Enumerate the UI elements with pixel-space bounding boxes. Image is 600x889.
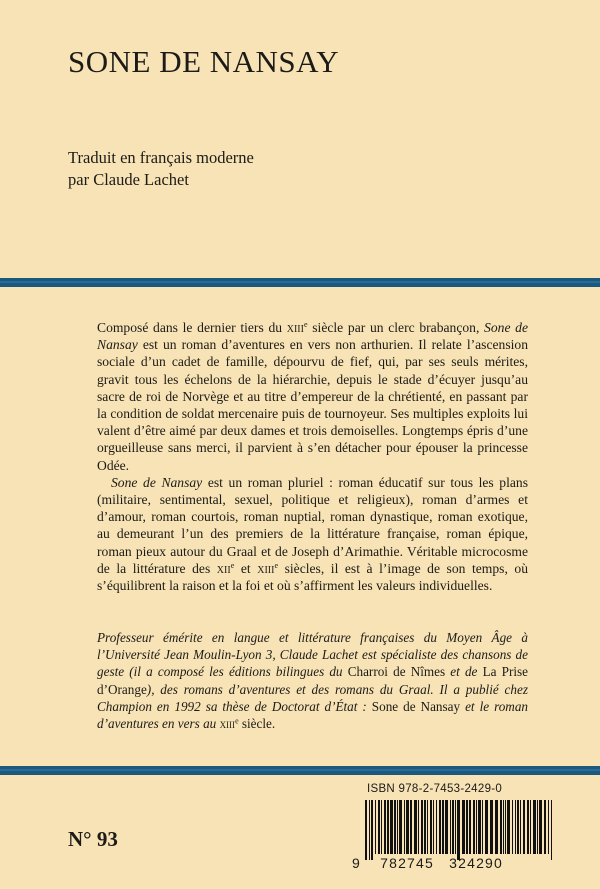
ean-group-2: 324290 (449, 855, 504, 871)
text-run: est un roman pluriel : roman éducatif sur tous les plans (militaire, sentimental, sexuel, politique et religieux), roman d’armes et d’amour, roman courtois, roman nuptial, roman dynastique, roman exotique, au demeurant l’un des premiers de la littérature française, roman épique, roman pieux autour du Graal et de Joseph d’Arimathie. Véritable microcosme de la littérature des (97, 474, 529, 576)
text-run: et (234, 560, 258, 576)
summary-paragraph-2 (97, 474, 528, 594)
barcode-bar (530, 800, 531, 854)
text-run: Professeur émérite en langue et littérature françaises du Moyen Âge à l’Université Jean Moulin-Lyon 3, Claude Lachet est spécialiste des chansons de geste (il a composé les éditions bilingues du (97, 630, 528, 680)
isbn-label: ISBN 978-2-7453-2429-0 (367, 783, 503, 795)
barcode-bar (537, 800, 538, 854)
barcode-bar (473, 800, 475, 854)
barcode-bar (390, 800, 393, 854)
text-run: xiii (257, 560, 275, 576)
barcode-bar (375, 800, 376, 854)
barcode-bar (369, 800, 370, 860)
barcode-bar (384, 800, 386, 854)
barcode-bar (482, 800, 483, 854)
barcode-bar (452, 800, 454, 854)
text-run: Sone de Nansay (97, 320, 528, 353)
text-run: Composé dans le dernier tiers du (97, 320, 287, 335)
barcode-bar (466, 800, 468, 854)
barcode-bar (527, 800, 529, 854)
barcode-bar (378, 800, 380, 854)
barcode-bar (424, 800, 426, 854)
barcode-bar (507, 800, 510, 854)
text-run: xiii (286, 320, 304, 335)
text-run: e (274, 560, 279, 570)
barcode-bar (445, 800, 448, 854)
translator-line-1: Traduit en français moderne (68, 148, 254, 167)
barcode-bar (397, 800, 398, 854)
barcode-bar (495, 800, 498, 854)
text-run: et le roman d’aventures en vers au (97, 698, 529, 732)
series-number: N° 93 (68, 827, 118, 851)
bottom-divider-band (0, 766, 600, 775)
translator-credit (68, 147, 254, 191)
barcode-bar (539, 800, 542, 854)
barcode-bar (406, 800, 409, 854)
text-run: et de (445, 664, 483, 680)
barcode-bar (418, 800, 419, 854)
author-bio (97, 629, 528, 732)
book-summary (97, 319, 528, 594)
barcode-bar (517, 800, 519, 854)
text-run: e (235, 716, 239, 726)
text-run: e (303, 320, 308, 330)
barcode-bar (365, 800, 367, 860)
barcode-bar (485, 800, 488, 854)
barcode-bar (399, 800, 402, 854)
ean-first-digit: 9 (352, 855, 361, 871)
text-run: e (230, 560, 235, 570)
text-run: xiii (219, 716, 236, 732)
ean-group-1: 782745 (380, 855, 435, 871)
barcode-bar (414, 800, 417, 854)
top-divider-band (0, 278, 600, 287)
barcode-bar (421, 800, 423, 854)
text-run: Sone de Nansay (371, 698, 461, 714)
barcode-bar (476, 800, 477, 854)
barcode-bar (371, 800, 373, 860)
barcode-bar (533, 800, 536, 854)
text-run: est un roman d’aventures en vers non arthurien. Il relate l’ascension sociale d’un cadet de famille, dépourvu de fief, qui, par ses seuls mérites, gravit tous les échelons de la hiérarchie, depuis le stade d’écuyer jusqu’au sacre de roi de Norvège et au titre d’empereur de la chrétienté, en passant par la condition de soldat mercenaire puis de tournoyeur. Ses multiples exploits lui valent d’être aimé par deux dames et trois demoiselles. Longtemps épris d’une orgueilleuse sans merci, il parvient à s’en détacher pour épouser la princesse Odée. (97, 337, 528, 473)
barcode-bar (462, 800, 465, 854)
barcode-bar (455, 800, 456, 854)
barcode-bar (410, 800, 412, 854)
barcode-bar (436, 800, 437, 854)
barcode-bar (505, 800, 506, 854)
barcode-bar (394, 800, 396, 854)
barcode-bar (523, 800, 525, 854)
barcode-bar (450, 800, 451, 854)
barcode (351, 783, 566, 883)
barcode-bar (520, 800, 521, 854)
barcode-bar (551, 800, 552, 860)
text-run: Sone de Nansay (111, 474, 203, 490)
barcode-bar (381, 800, 382, 854)
barcode-bar (433, 800, 434, 854)
barcode-bar (544, 800, 546, 854)
barcode-bar (548, 800, 549, 854)
text-run: siècles, il est à l’image de son temps, où s’équilibrent la raison et la foi et où s’affirment les valeurs individuelles. (97, 560, 528, 594)
barcode-bar (430, 800, 432, 854)
text-run: ), des romans d’aventures et des romans du Graal. Il a publié chez Champion en 1992 sa thèse de Doctorat d’État : (97, 681, 528, 714)
barcode-bar (503, 800, 504, 854)
barcode-bars (365, 800, 555, 860)
barcode-bar (427, 800, 428, 854)
ean-digits (352, 855, 503, 871)
translator-line-2: par Claude Lachet (68, 170, 189, 189)
text-run: siècle par un clerc brabançon, (307, 320, 485, 335)
barcode-bar (500, 800, 502, 854)
barcode-bar (457, 800, 460, 860)
barcode-bar (439, 800, 441, 854)
barcode-bar (387, 800, 389, 854)
text-run: xii (216, 560, 231, 576)
barcode-bar (490, 800, 493, 854)
barcode-bar (404, 800, 405, 854)
barcode-bar (469, 800, 471, 854)
summary-paragraph-1 (97, 319, 528, 474)
text-run: Charroi de Nîmes (347, 664, 446, 680)
text-run: La Prise d’Orange (97, 664, 528, 697)
text-run: siècle. (238, 716, 276, 732)
barcode-bar (512, 800, 513, 854)
barcode-bar (515, 800, 516, 854)
barcode-bar (442, 800, 444, 854)
barcode-bar (478, 800, 481, 854)
book-title: SONE DE NANSAY (68, 44, 340, 79)
